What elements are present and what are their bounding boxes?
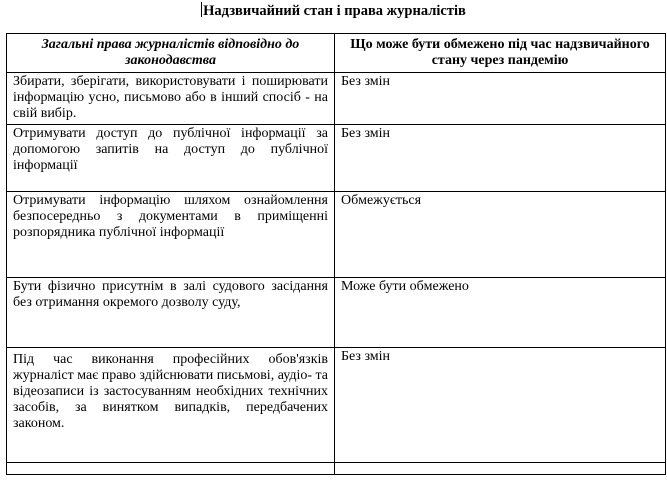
- rights-table: [6, 33, 666, 475]
- restriction-cell: Обмежується: [335, 192, 666, 278]
- right-cell: Під час виконання професійних обов'язків журналіст має право здійснювати письмові, аудіо- та відеозаписи із застосуванням необхідних технічних засобів, за винятком випадків, передбачених законом.: [7, 348, 335, 463]
- right-cell: Збирати, зберігати, використовувати і поширювати інформацію усно, письмово або в інший спосіб - на свій вибір.: [7, 73, 335, 125]
- right-cell: Отримувати інформацію шляхом ознайомлення безпосередньо з документами в приміщенні розпорядника публічної інформації: [7, 192, 335, 278]
- restriction-cell: Без змін: [335, 348, 666, 463]
- header-restrictions: Що може бути обмежено під час надзвичайного стану через пандемію: [335, 34, 666, 73]
- table-header-row: [7, 34, 666, 73]
- document-title-text: Надзвичайний стан і права журналістів: [203, 3, 466, 19]
- table-row: [7, 192, 666, 278]
- document-title: [0, 0, 667, 22]
- text-cursor: [201, 2, 202, 17]
- restriction-cell: Без змін: [335, 125, 666, 192]
- table-row: [7, 125, 666, 192]
- table-row-empty: [7, 463, 666, 475]
- right-cell: Отримувати доступ до публічної інформації за допомогою запитів на доступ до публічної інформації: [7, 125, 335, 192]
- header-general-rights: Загальні права журналістів відповідно до законодавства: [7, 34, 335, 73]
- table-row: [7, 278, 666, 348]
- table-row: [7, 348, 666, 463]
- restriction-cell: Може бути обмежено: [335, 278, 666, 348]
- right-cell: Бути фізично присутнім в залі судового засідання без отримання окремого дозволу суду,: [7, 278, 335, 348]
- table-row: [7, 73, 666, 125]
- restriction-cell: Без змін: [335, 73, 666, 125]
- empty-cell: [7, 463, 335, 475]
- empty-cell: [335, 463, 666, 475]
